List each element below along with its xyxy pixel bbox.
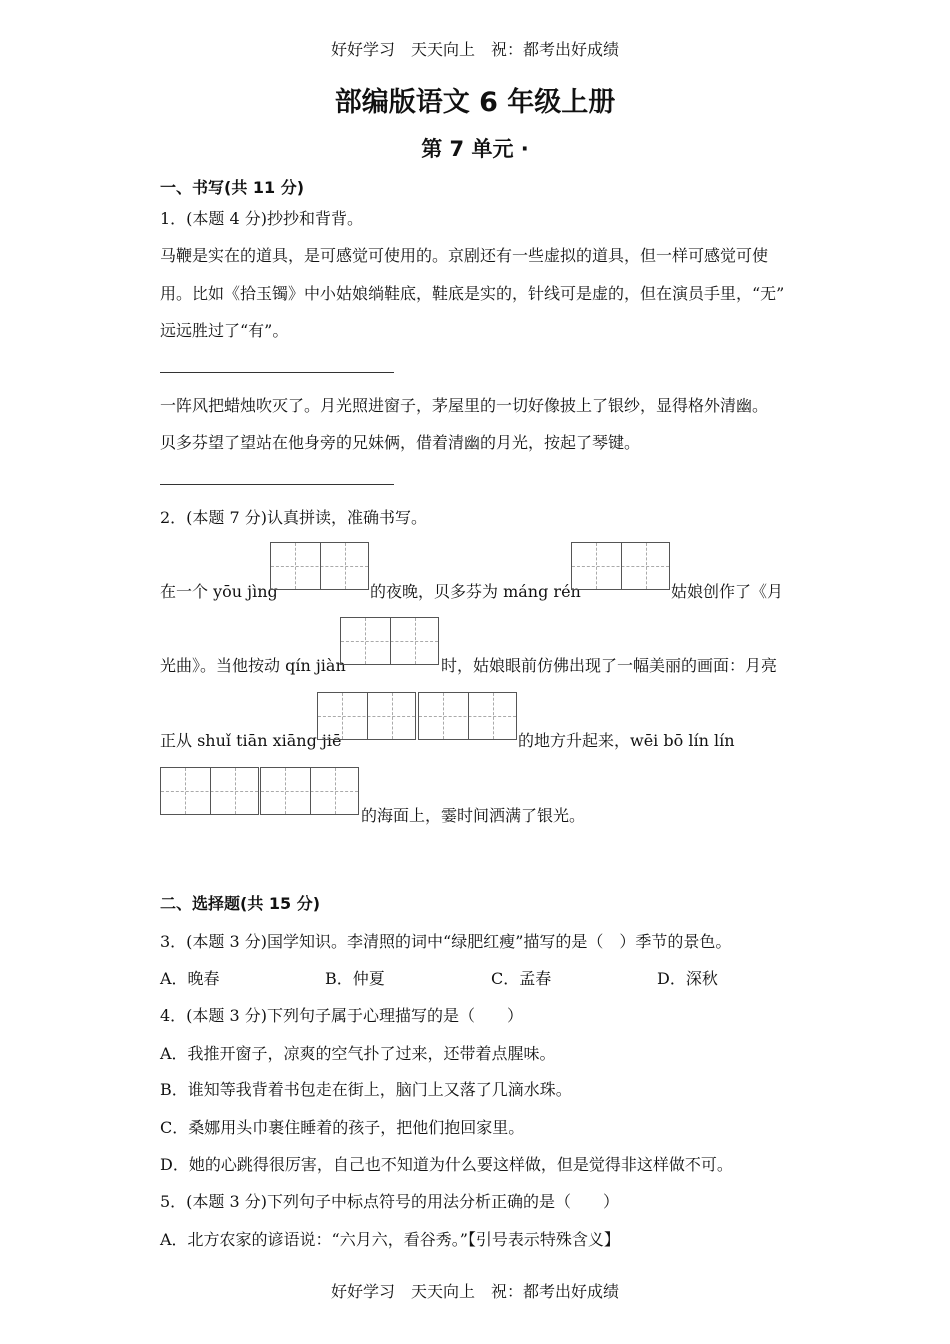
unit-title: 第 7 单元 ·: [421, 137, 529, 161]
q1-passage1-line2: 用。比如《拾玉镯》中小姑娘绱鞋底，鞋底是实的，针线可是虚的，但在演员手里，“无”: [160, 284, 785, 303]
q5-option-a[interactable]: A．北方农家的谚语说：“六月六，看谷秀。”【引号表示特殊含义】: [160, 1230, 620, 1249]
section-1-heading: 一、书写(共 11 分): [160, 178, 305, 197]
q1-passage1-line3: 远远胜过了“有”。: [160, 321, 289, 340]
answer-line-1[interactable]: [160, 372, 394, 373]
q1-passage1-line1: 马鞭是实在的道具，是可感觉可使用的。京剧还有一些虚拟的道具，但一样可感觉可使: [160, 246, 769, 265]
document-title: 部编版语文 6 年级上册: [334, 87, 616, 118]
q2-line1-text-a: 在一个 yōu jìng: [160, 582, 278, 601]
q4-option-d[interactable]: D．她的心跳得很厉害，自己也不知道为什么要这样做，但是觉得非这样做不可。: [160, 1155, 733, 1174]
page-header: 好好学习 天天向上 祝：都考出好成绩: [330, 40, 619, 59]
answer-box-linlin[interactable]: [260, 767, 359, 815]
q2-line1-text-b: 的夜晚，贝多芬为 máng rén: [370, 582, 581, 601]
q2-line1-text-c: 姑娘创作了《月: [671, 582, 784, 601]
q2-line2-text-a: 光曲》。当他按动 qín jiàn: [160, 656, 346, 675]
q3-option-d[interactable]: D．深秋: [657, 969, 718, 988]
answer-box-qinjian[interactable]: [340, 617, 439, 665]
q2-line4-text-b: 的海面上，霎时间洒满了银光。: [361, 806, 586, 825]
q3-option-b[interactable]: B．仲夏: [325, 969, 385, 988]
q4-option-a[interactable]: A．我推开窗子，凉爽的空气扑了过来，还带着点腥味。: [160, 1044, 556, 1063]
answer-box-shuitian[interactable]: [317, 692, 416, 740]
q4-option-b[interactable]: B．谁知等我背着书包走在街上，脑门上又落了几滴水珠。: [160, 1080, 572, 1099]
q1-stem: 1．(本题 4 分)抄抄和背背。: [160, 209, 364, 228]
q3-stem: 3．(本题 3 分)国学知识。李清照的词中“绿肥红瘦”描写的是（ ）季节的景色。: [160, 932, 732, 951]
q2-line3-text-a: 正从 shuǐ tiān xiāng jiē: [160, 731, 342, 750]
q4-stem: 4．(本题 3 分)下列句子属于心理描写的是（ ）: [160, 1006, 524, 1025]
q2-line2-text-b: 时，姑娘眼前仿佛出现了一幅美丽的画面：月亮: [441, 656, 778, 675]
page-footer: 好好学习 天天向上 祝：都考出好成绩: [330, 1282, 619, 1301]
q5-stem: 5．(本题 3 分)下列句子中标点符号的用法分析正确的是（ ）: [160, 1192, 620, 1211]
answer-box-xiangjie[interactable]: [418, 692, 517, 740]
q1-passage2-line2: 贝多芬望了望站在他身旁的兄妹俩，借着清幽的月光，按起了琴键。: [160, 433, 641, 452]
q3-option-a[interactable]: A．晚春: [160, 969, 220, 988]
answer-box-youjing[interactable]: [270, 542, 369, 590]
q1-passage2-line1: 一阵风把蜡烛吹灭了。月光照进窗子，茅屋里的一切好像披上了银纱，显得格外清幽。: [160, 396, 769, 415]
q3-option-c[interactable]: C．孟春: [491, 969, 552, 988]
answer-line-2[interactable]: [160, 484, 394, 485]
section-2-heading: 二、选择题(共 15 分): [160, 894, 321, 913]
q4-option-c[interactable]: C．桑娜用头巾裹住睡着的孩子，把他们抱回家里。: [160, 1118, 525, 1137]
answer-box-mangren[interactable]: [571, 542, 670, 590]
q2-line3-text-b: 的地方升起来，wēi bō lín lín: [518, 731, 735, 750]
q2-stem: 2．(本题 7 分)认真拼读，准确书写。: [160, 508, 428, 527]
answer-box-weibo[interactable]: [160, 767, 259, 815]
